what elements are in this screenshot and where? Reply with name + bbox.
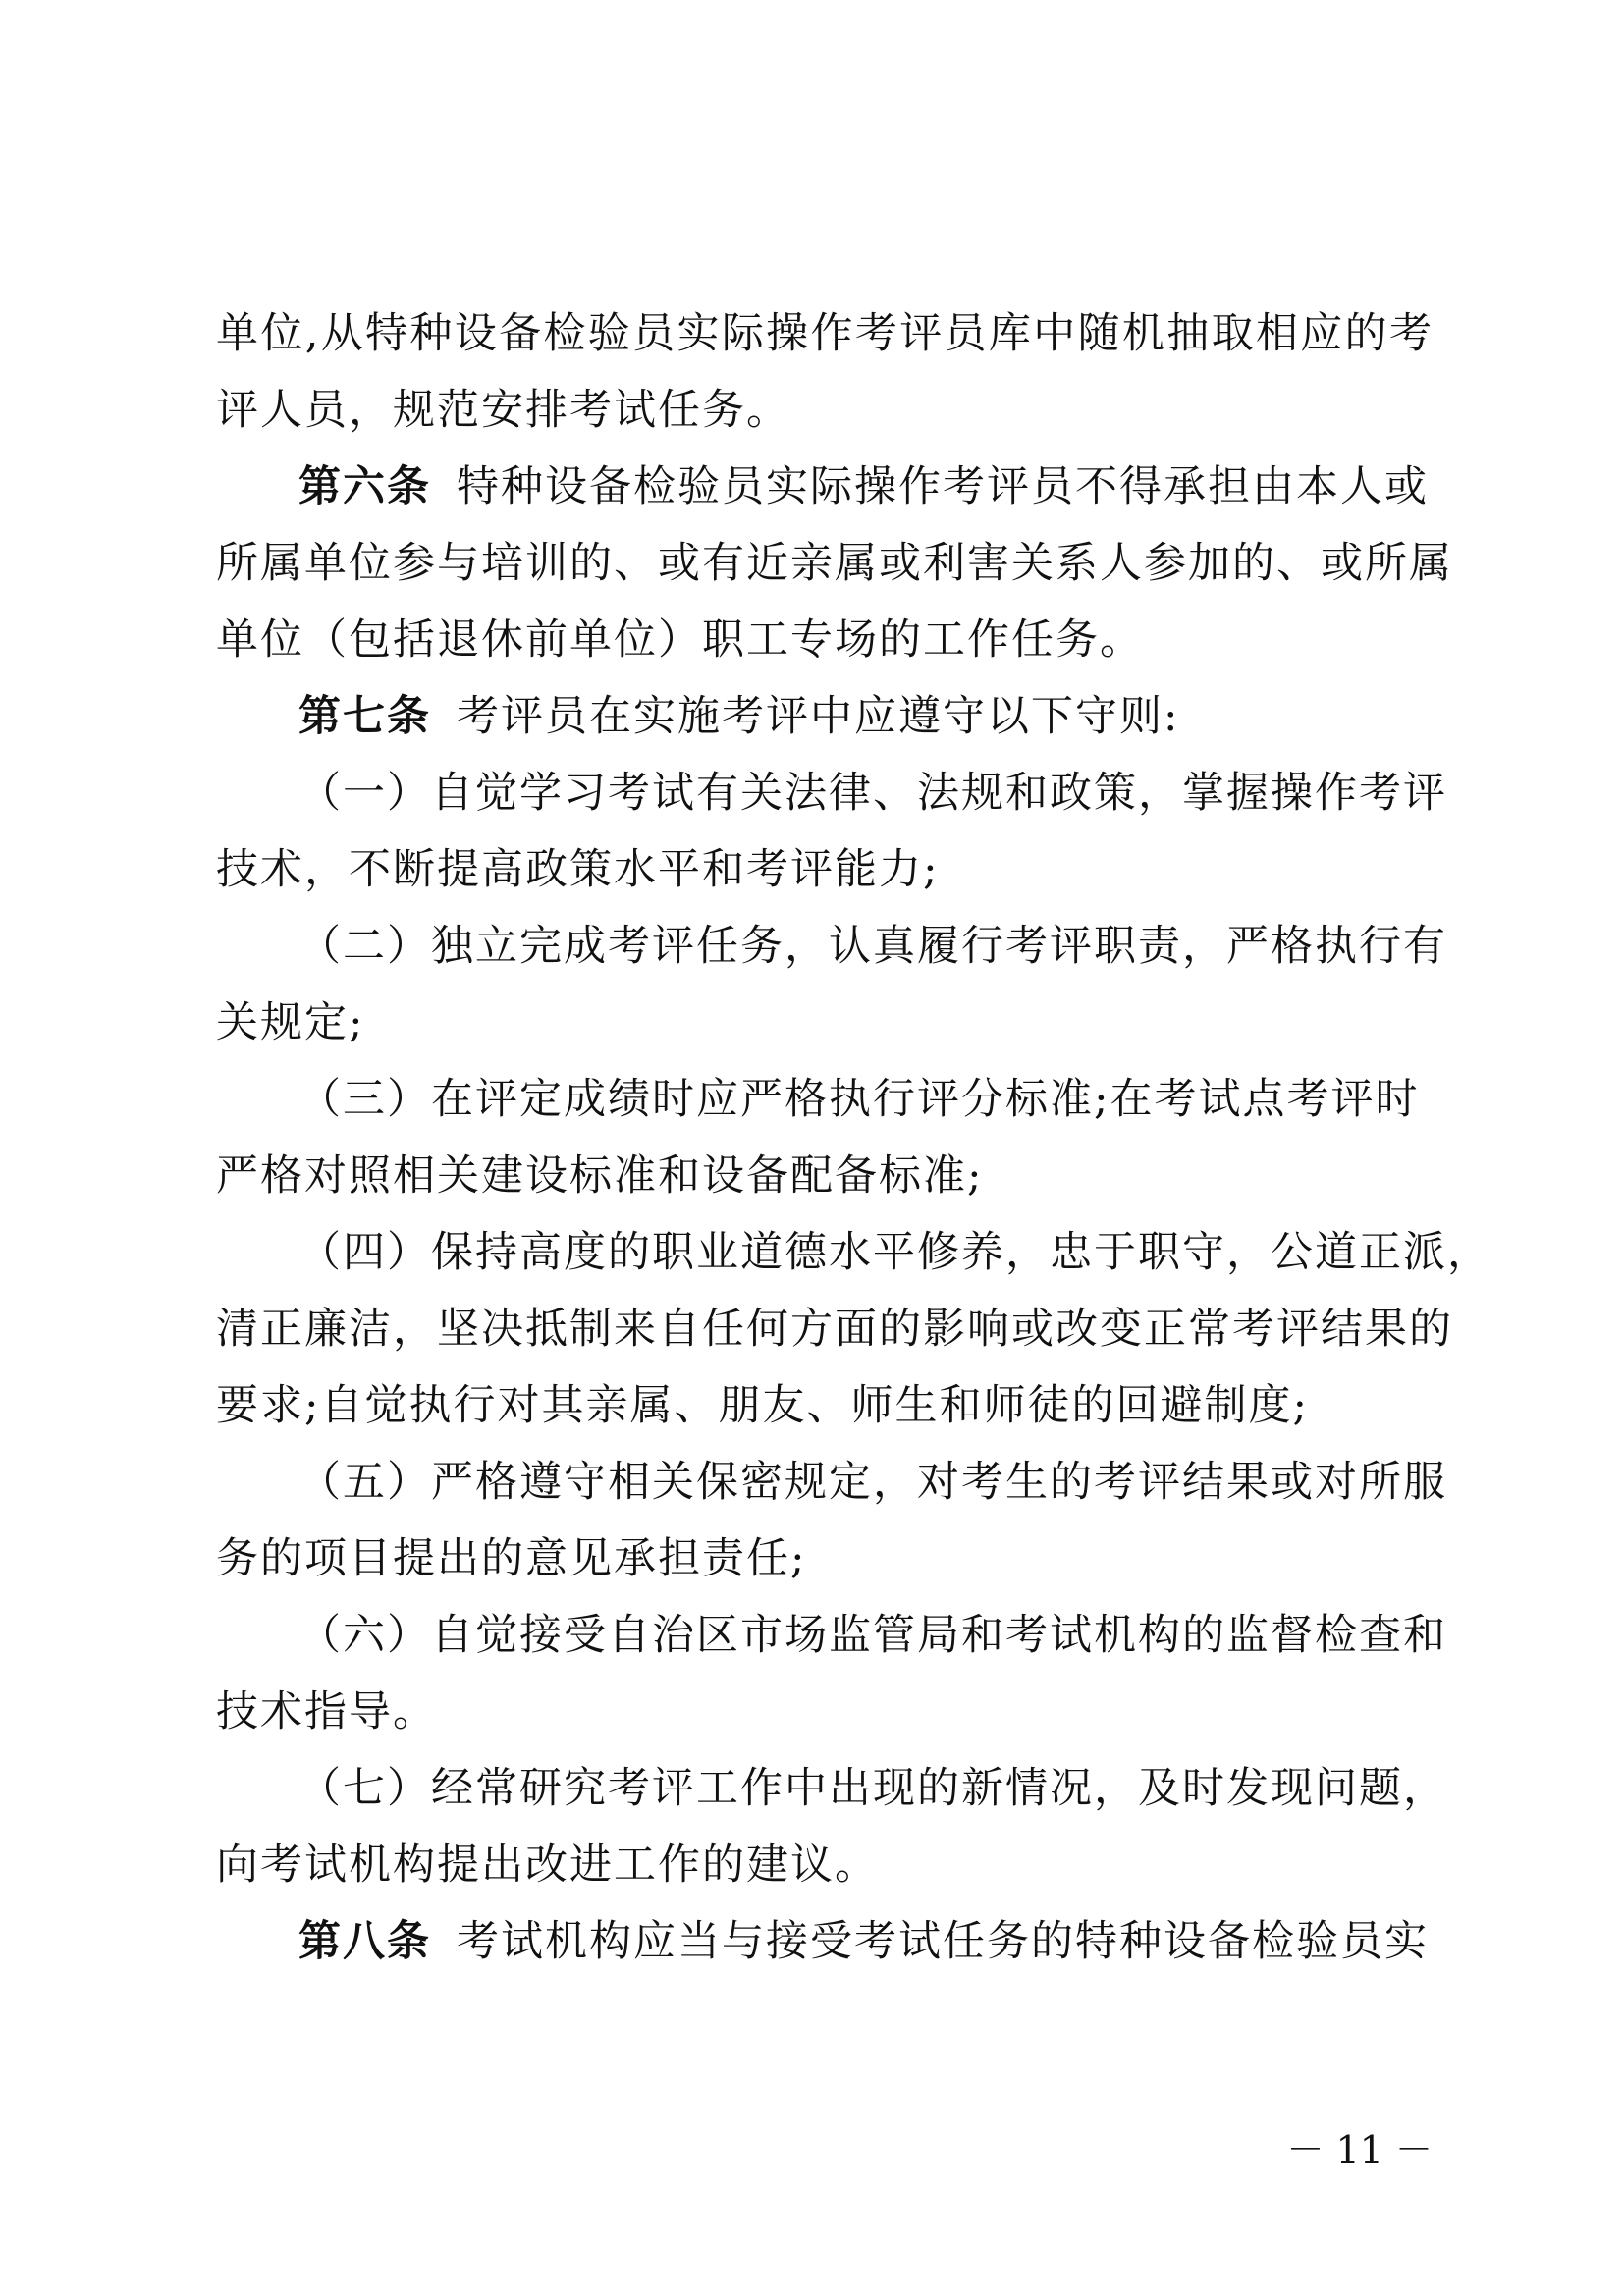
list-item-line: [298, 1213, 1491, 1292]
line-text: 要求;自觉执行对其亲属、朋友、师生和师徒的回避制度;: [216, 1381, 1309, 1430]
line-text: 向考试机构提出改进工作的建议。: [216, 1841, 879, 1890]
text-line: [216, 601, 1434, 679]
article-heading-line: [298, 677, 1434, 756]
line-text: 技术，不断提高政策水平和考评能力;: [216, 845, 940, 894]
page-number: － 11 －: [1286, 2128, 1433, 2171]
line-text: 考试机构应当与接受考试任务的特种设备检验员实: [457, 1917, 1429, 1966]
list-item-line: [298, 1749, 1447, 1828]
text-line: [216, 1366, 1434, 1445]
line-text: 单位（包括退休前单位）职工专场的工作任务。: [216, 615, 1144, 665]
article-number: 第六条: [298, 462, 431, 511]
text-line: [216, 984, 1434, 1062]
text-line: [216, 830, 1434, 909]
line-text: 所属单位参与培训的、或有近亲属或利害关系人参加的、或所属: [216, 539, 1453, 588]
article-heading-line: [298, 448, 1434, 526]
list-item-line: [298, 1443, 1447, 1522]
line-text: （一）自觉学习考试有关法律、法规和政策，掌握操作考评: [298, 769, 1447, 818]
article-heading-line: [298, 1902, 1434, 1981]
line-text: 考评员在实施考评中应遵守以下守则:: [457, 692, 1180, 741]
list-item-line: [298, 907, 1447, 986]
text-line: [216, 1520, 1434, 1598]
line-text: 关规定;: [216, 998, 365, 1047]
text-line: [216, 1673, 1434, 1751]
line-text: 单位,从特种设备检验员实际操作考评员库中随机抽取相应的考: [216, 309, 1434, 358]
line-text: （三）在评定成绩时应严格执行评分标准;在考试点考评时: [298, 1075, 1420, 1124]
text-line: [216, 1826, 1434, 1904]
article-number: 第八条: [298, 1917, 431, 1966]
text-line: [216, 371, 1434, 450]
article-number: 第七条: [298, 692, 431, 741]
text-line: [216, 524, 1453, 603]
list-item-line: [298, 754, 1447, 832]
line-text: （五）严格遵守相关保密规定，对考生的考评结果或对所服: [298, 1458, 1447, 1507]
line-text: （七）经常研究考评工作中出现的新情况，及时发现问题，: [298, 1764, 1447, 1813]
list-item-line: [298, 1060, 1434, 1139]
text-line: [216, 1290, 1453, 1368]
text-line: [216, 1137, 1434, 1215]
line-text: （二）独立完成考评任务，认真履行考评职责，严格执行有: [298, 922, 1447, 971]
line-text: 特种设备检验员实际操作考评员不得承担由本人或: [457, 462, 1429, 511]
line-text: （四）保持高度的职业道德水平修养，忠于职守，公道正派，: [298, 1228, 1491, 1277]
list-item-line: [298, 1596, 1447, 1675]
text-line: [216, 294, 1434, 373]
line-text: 严格对照相关建设标准和设备配备标准;: [216, 1151, 984, 1201]
line-text: （六）自觉接受自治区市场监管局和考试机构的监督检查和: [298, 1611, 1447, 1660]
line-text: 务的项目提出的意见承担责任;: [216, 1534, 807, 1583]
line-text: 评人员，规范安排考试任务。: [216, 386, 790, 435]
line-text: 清正廉洁，坚决抵制来自任何方面的影响或改变正常考评结果的: [216, 1305, 1453, 1354]
line-text: 技术指导。: [216, 1687, 437, 1736]
